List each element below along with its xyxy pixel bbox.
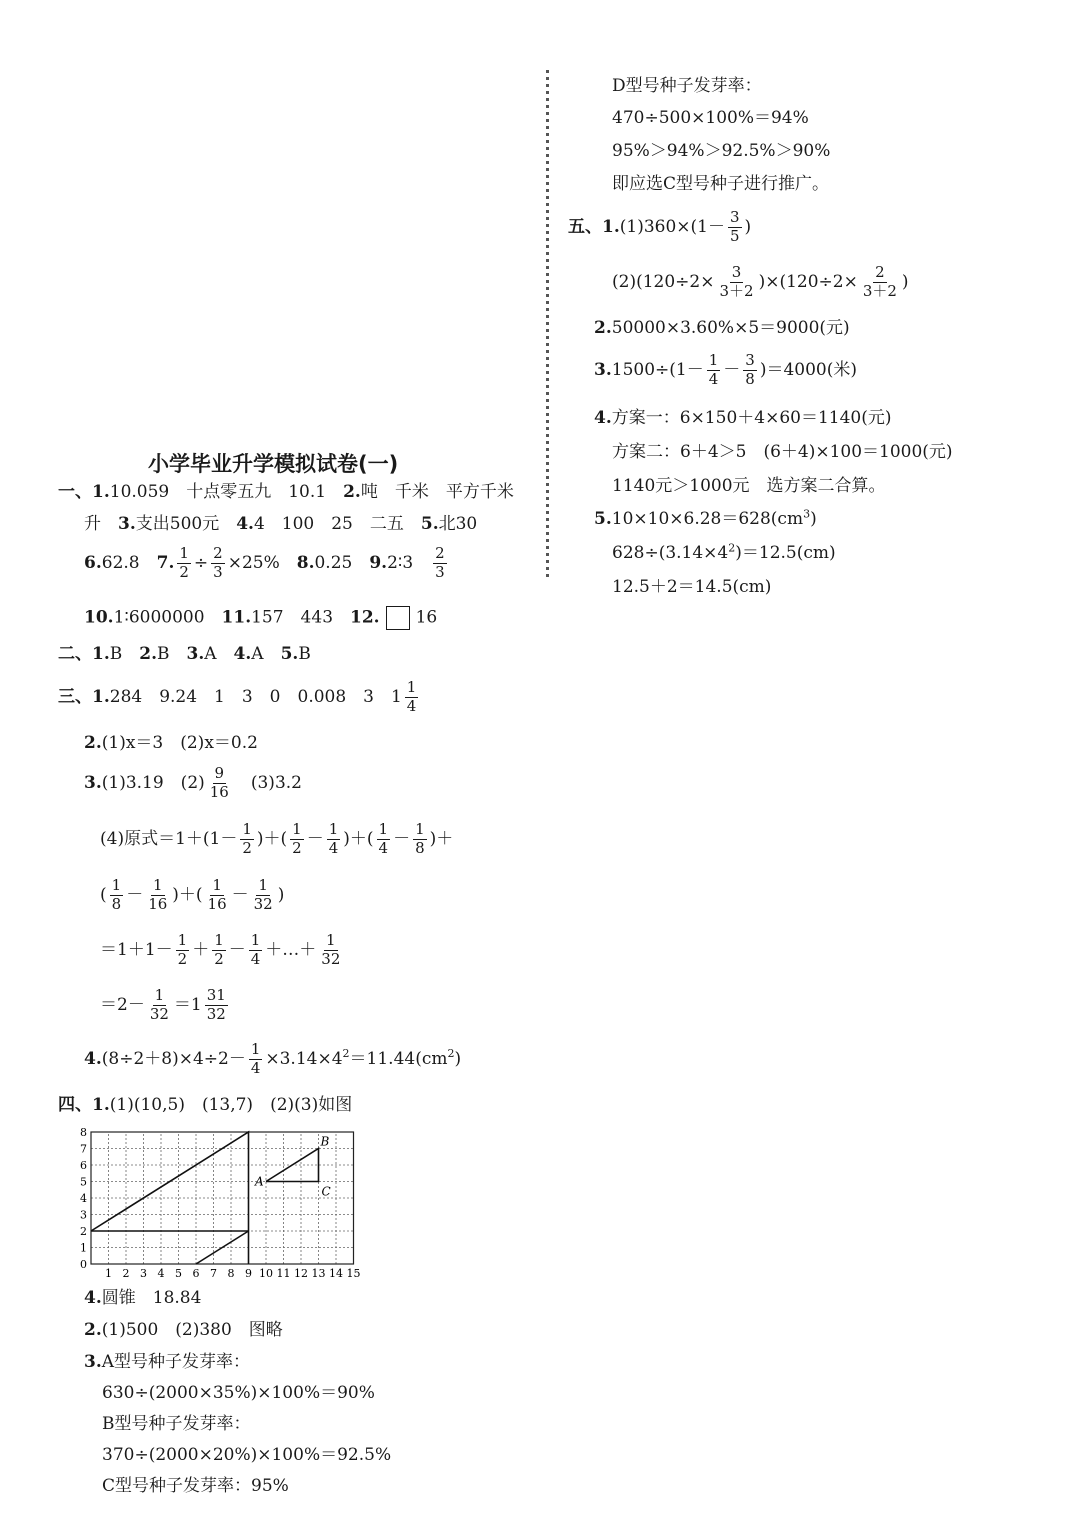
fraction: $\frac{3}{8}$ <box>745 351 755 388</box>
point-label-b: B <box>320 1134 330 1149</box>
exponent: 2 <box>342 1047 350 1061</box>
y-tick-label: 8 <box>80 1126 87 1139</box>
answer-text: ＝11.44(cm <box>349 1048 448 1069</box>
answer-text: B型号种子发芽率： <box>102 1414 251 1434</box>
answer-text: ) <box>744 216 752 237</box>
answer-line <box>612 78 762 95</box>
fraction: $\frac{1}{2}$ <box>214 931 224 968</box>
answer-text: 62.8 <box>101 552 157 573</box>
answer-text: B <box>109 644 140 664</box>
answer-text: )＋ <box>429 828 454 849</box>
fraction: $\frac{3}{5}$ <box>729 208 740 245</box>
answer-text: (2)(120÷2× <box>612 271 715 292</box>
answer-text: B <box>298 644 311 664</box>
answer-line <box>594 507 817 529</box>
fraction: $\frac{3}{3+2}$ <box>719 263 754 300</box>
fraction: $\frac{1}{16}$ <box>148 876 168 913</box>
item-number: 四、1. <box>58 1095 110 1115</box>
answer-text: － <box>393 828 411 849</box>
item-number: 4. <box>233 644 252 664</box>
fraction: $\frac{1}{8}$ <box>415 820 425 857</box>
answer-line <box>102 1478 289 1495</box>
item-number: 一、1. <box>58 482 110 502</box>
answer-text: ) <box>901 271 909 292</box>
answer-text: (1)500 (2)380 图略 <box>101 1320 283 1340</box>
answer-text: ( <box>100 884 107 905</box>
answer-text: )×(120÷2× <box>758 271 858 292</box>
fraction: $\frac{31}{32}$ <box>206 986 226 1023</box>
answer-text: (3)3.2 <box>233 772 302 793</box>
y-tick-label: 4 <box>80 1192 87 1205</box>
x-tick-label: 13 <box>311 1267 326 1280</box>
y-tick-label: 7 <box>80 1142 87 1156</box>
answer-line <box>612 176 829 193</box>
y-tick-label: 2 <box>80 1225 87 1238</box>
answer-text: 16 <box>415 607 438 628</box>
answer-text: A <box>251 644 281 664</box>
answer-text: 升 <box>84 514 118 534</box>
fraction: $\frac{1}{4}$ <box>406 678 417 715</box>
answer-line <box>84 735 258 752</box>
answer-text: C型号种子发芽率：95% <box>102 1476 289 1496</box>
answer-text: 10×10×6.28＝628(cm <box>611 509 804 529</box>
answer-text: )＝12.5(cm) <box>735 543 836 563</box>
point-label-c: C <box>321 1184 331 1199</box>
answer-text: B <box>157 644 187 664</box>
fraction: $\frac{9}{16}$ <box>209 764 229 801</box>
y-tick-labels <box>80 1126 87 1271</box>
answer-text: ＝1＋1－ <box>100 939 173 960</box>
fraction: $\frac{1}{32}$ <box>321 931 341 968</box>
answer-text: 12.5＋2＝14.5(cm) <box>612 577 772 597</box>
answer-text: 1∶6000000 <box>113 607 222 628</box>
item-number: 2. <box>343 482 361 502</box>
item-number: 5. <box>594 509 612 529</box>
x-tick-label: 1 <box>105 1267 112 1280</box>
answer-text: 10.059 十点零五九 10.1 <box>109 482 344 502</box>
item-number: 4. <box>84 1048 102 1069</box>
column-divider <box>546 70 549 580</box>
answer-text: (8÷2＋8)×4÷2－ <box>101 1048 246 1069</box>
fraction: $\frac{2}{3+2}$ <box>862 263 897 300</box>
fraction: $\frac{1}{8}$ <box>111 876 122 913</box>
item-number: 3. <box>118 514 136 534</box>
x-tick-label: 3 <box>140 1267 147 1280</box>
answer-text: )＋( <box>256 828 288 849</box>
answer-line <box>612 265 909 300</box>
fraction: $\frac{1}{4}$ <box>250 931 261 968</box>
answer-text: A型号种子发芽率： <box>101 1352 251 1372</box>
item-number: 五、1. <box>568 216 620 237</box>
fraction: $\frac{1}{4}$ <box>708 351 719 388</box>
answer-line <box>84 766 302 801</box>
item-number: 9. <box>369 552 388 573</box>
item-number: 2. <box>139 644 157 664</box>
answer-text: 支出500元 <box>135 514 237 534</box>
answer-line <box>594 320 850 337</box>
answer-line <box>58 646 311 663</box>
fraction: $\frac{1}{2}$ <box>179 544 189 581</box>
item-number: 3. <box>84 772 102 793</box>
answer-line <box>84 1042 461 1077</box>
answer-text: 4 100 25 二五 <box>253 514 421 534</box>
answer-text: 即应选C型号种子进行推广。 <box>612 174 830 194</box>
answer-line <box>100 988 231 1023</box>
answer-text: － <box>723 359 741 380</box>
answer-line <box>100 878 284 913</box>
fraction: $\frac{1}{4}$ <box>250 1040 261 1077</box>
answer-text: ×25% <box>227 552 297 573</box>
x-tick-labels <box>105 1267 361 1280</box>
answer-text: )＝4000(米) <box>759 359 857 380</box>
answer-line <box>84 606 437 630</box>
answer-text: ) <box>277 884 285 905</box>
answer-text: 1500÷(1－ <box>611 359 704 380</box>
x-tick-label: 15 <box>346 1267 361 1280</box>
answer-line <box>100 933 345 968</box>
x-tick-label: 4 <box>157 1267 165 1280</box>
fraction: $\frac{1}{32}$ <box>149 986 169 1023</box>
answer-text: 50000×3.60%×5＝9000(元) <box>611 318 850 338</box>
answer-text: 1140元＞1000元 选方案二合算。 <box>612 476 886 496</box>
item-number: 2. <box>84 1320 102 1340</box>
fraction: $\frac{1}{4}$ <box>378 820 389 857</box>
answer-line <box>102 1385 375 1402</box>
item-number: 5. <box>420 514 439 534</box>
item-number: 6. <box>84 552 102 573</box>
answer-text: A <box>204 644 234 664</box>
answer-text: D型号种子发芽率： <box>612 76 762 96</box>
exponent: 3 <box>803 507 811 521</box>
x-tick-label: 8 <box>227 1267 235 1280</box>
y-tick-label: 0 <box>80 1258 87 1271</box>
answer-text: 157 443 <box>251 607 351 628</box>
answer-text: (1)360×(1－ <box>619 216 725 237</box>
answer-line <box>84 1322 283 1339</box>
page-title: 小学毕业升学模拟试卷(一) <box>148 452 399 476</box>
answer-line <box>568 210 751 245</box>
operator: ÷ <box>193 552 209 573</box>
answer-line <box>612 579 771 596</box>
square-shape <box>386 606 410 630</box>
answer-text: 95%＞94%＞92.5%＞90% <box>612 141 831 161</box>
y-tick-label: 3 <box>80 1208 87 1222</box>
answer-text: ) <box>454 1048 462 1069</box>
x-tick-label: 5 <box>175 1267 182 1280</box>
item-number: 3. <box>84 1352 102 1372</box>
item-number: 10. <box>84 607 114 628</box>
answer-text: ＋ <box>192 939 210 960</box>
item-number: 8. <box>296 552 315 573</box>
answer-line <box>84 516 477 533</box>
answer-text: 北30 <box>438 514 478 534</box>
answer-line <box>58 680 421 715</box>
x-tick-label: 9 <box>245 1267 252 1280</box>
item-number: 2. <box>84 733 102 753</box>
answer-text: 吨 千米 平方千米 <box>360 482 514 502</box>
answer-text: 284 9.24 1 3 0 0.008 3 1 <box>109 686 402 707</box>
item-number: 二、1. <box>58 644 110 664</box>
item-number: 4. <box>84 1288 102 1308</box>
answer-line <box>612 444 953 461</box>
grid-svg <box>76 1124 376 1284</box>
answer-text: 470÷500×100%＝94% <box>612 108 809 128</box>
item-number: 3. <box>186 644 205 664</box>
item-number: 7. <box>156 552 175 573</box>
fraction: $\frac{1}{2}$ <box>292 820 302 857</box>
item-number: 4. <box>594 408 612 428</box>
answer-line <box>612 478 886 495</box>
answer-text: )＋( <box>172 884 203 905</box>
answer-line <box>612 541 836 563</box>
answer-text: 628÷(3.14×4 <box>612 543 729 563</box>
answer-text: )＋( <box>343 828 374 849</box>
answer-text: 630÷(2000×35%)×100%＝90% <box>102 1383 375 1403</box>
answer-line <box>84 546 450 581</box>
y-tick-label: 6 <box>80 1159 87 1172</box>
answer-text: 2∶3 <box>387 552 431 573</box>
answer-line <box>84 1354 250 1371</box>
point-label-a: A <box>255 1174 264 1189</box>
answer-text: － <box>228 939 246 960</box>
triangle-abc <box>266 1149 319 1182</box>
answer-line <box>102 1416 251 1433</box>
y-tick-label: 5 <box>80 1175 87 1189</box>
fraction: $\frac{1}{16}$ <box>207 876 227 913</box>
x-tick-label: 10 <box>259 1267 273 1280</box>
fraction: $\frac{2}{3}$ <box>213 544 223 581</box>
x-tick-label: 14 <box>329 1267 343 1280</box>
answer-line <box>58 484 514 501</box>
exponent: 2 <box>447 1047 455 1061</box>
answer-text: ＝2－ <box>100 994 145 1015</box>
answer-text: (4)原式＝1＋(1－ <box>100 828 238 849</box>
x-tick-label: 7 <box>210 1267 217 1280</box>
x-tick-label: 11 <box>276 1267 291 1280</box>
answer-text: ＝1 <box>173 994 202 1015</box>
answer-line <box>594 410 891 427</box>
answer-text: (1)3.19 (2) <box>101 772 205 793</box>
answer-text: ＋…＋ <box>265 939 317 960</box>
answer-line <box>84 1290 201 1307</box>
answer-text: 370÷(2000×20%)×100%＝92.5% <box>102 1445 392 1465</box>
answer-line <box>102 1447 391 1464</box>
answer-line <box>594 353 857 388</box>
answer-text: ×3.14×4 <box>265 1048 343 1069</box>
exponent: 2 <box>728 541 736 555</box>
answer-line <box>100 822 453 857</box>
x-tick-label: 2 <box>122 1267 130 1280</box>
answer-text: ) <box>810 509 817 529</box>
item-number: 3. <box>594 359 612 380</box>
answer-text: 方案一：6×150＋4×60＝1140(元) <box>611 408 892 428</box>
answer-text: (1)(10,5) (13,7) (2)(3)如图 <box>109 1095 353 1115</box>
fraction: $\frac{2}{3}$ <box>435 544 445 581</box>
item-number: 2. <box>594 318 612 338</box>
answer-text: － <box>126 884 144 905</box>
answer-line <box>612 143 830 160</box>
x-tick-label: 12 <box>294 1267 308 1280</box>
fraction: $\frac{1}{4}$ <box>328 820 339 857</box>
x-tick-label: 6 <box>192 1267 200 1280</box>
item-number: 11. <box>221 607 252 628</box>
item-number: 5. <box>280 644 299 664</box>
answer-text: － <box>231 884 249 905</box>
coordinate-grid <box>76 1124 376 1284</box>
answer-line <box>612 110 809 127</box>
item-number: 4. <box>236 514 254 534</box>
item-number: 12. <box>350 607 380 628</box>
answer-text: 圆锥 18.84 <box>101 1288 202 1308</box>
answer-text: (1)x＝3 (2)x＝0.2 <box>101 733 258 753</box>
answer-text: 方案二：6＋4＞5 (6＋4)×100＝1000(元) <box>612 442 953 462</box>
fraction: $\frac{1}{2}$ <box>242 820 252 857</box>
item-number: 三、1. <box>58 686 110 707</box>
y-tick-label: 1 <box>80 1241 87 1255</box>
answer-text: － <box>306 828 324 849</box>
answer-line <box>58 1097 352 1114</box>
fraction: $\frac{1}{32}$ <box>253 876 273 913</box>
fraction: $\frac{1}{2}$ <box>177 931 188 968</box>
answer-text: 0.25 <box>314 552 370 573</box>
